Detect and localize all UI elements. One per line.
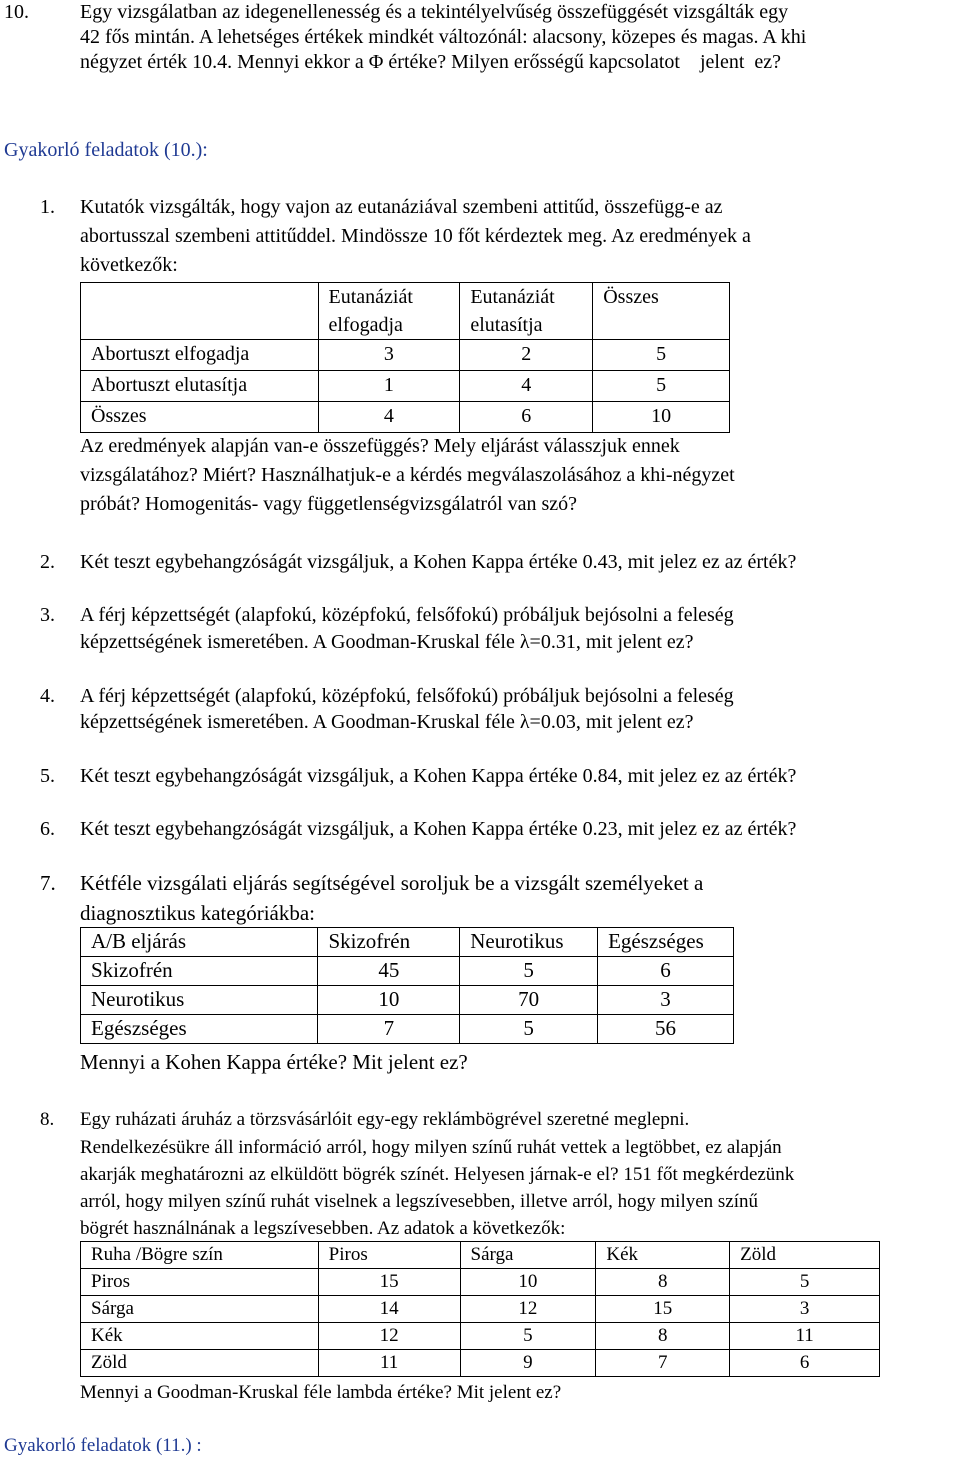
table-cell: 15 bbox=[596, 1296, 730, 1323]
table-header-cell: Piros bbox=[318, 1242, 460, 1269]
ex3-number: 3. bbox=[40, 604, 55, 626]
ex1-line-3: következők: bbox=[80, 254, 178, 276]
table-cell: 5 bbox=[460, 1323, 596, 1350]
table-cell: 9 bbox=[460, 1350, 596, 1377]
table-row bbox=[81, 371, 730, 402]
table-cell: 5 bbox=[460, 1015, 598, 1044]
table-cell: 5 bbox=[593, 371, 730, 402]
table-row bbox=[81, 402, 730, 433]
table-cell: 7 bbox=[318, 1015, 460, 1044]
table-header-cell bbox=[318, 283, 460, 340]
ex1-after-3: próbát? Homogenitás- vagy függetlenségvizsgálatról van szó? bbox=[80, 493, 578, 515]
table-cell: 10 bbox=[318, 986, 460, 1015]
table-header-row bbox=[81, 1242, 880, 1269]
table-cell: 3 bbox=[318, 340, 460, 371]
ex7-question: Mennyi a Kohen Kappa értéke? Mit jelent ez? bbox=[80, 1050, 468, 1074]
ex8-line-5: bögrét használnának a legszívesebben. Az adatok a következők: bbox=[80, 1218, 566, 1239]
table-cell: 4 bbox=[318, 402, 460, 433]
ex1-after-2: vizsgálatához? Miért? Használhatjuk-e a kérdés megválaszolásához a khi-négyzet bbox=[80, 464, 735, 486]
ex2-number: 2. bbox=[40, 551, 55, 573]
item-10-line-2: 42 fős mintán. A lehetséges értékek mindkét változónál: alacsony, közepes és magas. A khi bbox=[80, 26, 807, 48]
ex3-line-1: A férj képzettségét (alapfokú, középfokú, felsőfokú) próbáljuk bejósolni a feleség bbox=[80, 604, 734, 626]
table-header-cell: Kék bbox=[596, 1242, 730, 1269]
table-cell: Összes bbox=[81, 402, 319, 433]
ex8-number: 8. bbox=[40, 1109, 55, 1130]
table-header-cell: Zöld bbox=[730, 1242, 880, 1269]
table-row bbox=[81, 340, 730, 371]
table-cell: 11 bbox=[318, 1350, 460, 1377]
ex8-question: Mennyi a Goodman-Kruskal féle lambda értéke? Mit jelent ez? bbox=[80, 1382, 562, 1403]
item-10-line-1: Egy vizsgálatban az idegenellenesség és a tekintélyelvűség összefüggését vizsgálták egy bbox=[80, 1, 789, 23]
table-cell: 3 bbox=[598, 986, 734, 1015]
item-10-line-3: négyzet érték 10.4. Mennyi ekkor a Φ értéke? Milyen erősségű kapcsolatot jelent ez? bbox=[80, 51, 782, 73]
table-row bbox=[81, 1323, 880, 1350]
ex1-line-1: Kutatók vizsgálták, hogy vajon az eutanáziával szembeni attitűd, összefügg-e az bbox=[80, 196, 723, 218]
table-cell: 11 bbox=[730, 1323, 880, 1350]
table-header-cell bbox=[460, 283, 593, 340]
section-heading-10: Gyakorló feladatok (10.): bbox=[4, 139, 208, 161]
table-header-row bbox=[81, 283, 730, 340]
table-cell: Zöld bbox=[81, 1350, 319, 1377]
table-row bbox=[81, 957, 734, 986]
table-cell: 5 bbox=[730, 1269, 880, 1296]
table-header-cell bbox=[81, 283, 319, 340]
table-header-row bbox=[81, 928, 734, 957]
table-header-cell: A/B eljárás bbox=[81, 928, 318, 957]
table-cell: Sárga bbox=[81, 1296, 319, 1323]
ex7-number: 7. bbox=[40, 871, 56, 895]
table-cell: Abortuszt elutasítja bbox=[81, 371, 319, 402]
ex1-number: 1. bbox=[40, 196, 55, 218]
table-cell: 8 bbox=[596, 1323, 730, 1350]
ex8-line-4: arról, hogy milyen színű ruhát viselnek a legszívesebben, illetve arról, hogy milyen színű bbox=[80, 1191, 759, 1212]
ex4-line-1: A férj képzettségét (alapfokú, középfokú, felsőfokú) próbáljuk bejósolni a feleség bbox=[80, 685, 734, 707]
header-line: Eutanáziát bbox=[328, 286, 413, 308]
ex4-number: 4. bbox=[40, 685, 55, 707]
ex5-text: Két teszt egybehangzóságát vizsgáljuk, a Kohen Kappa értéke 0.84, mit jelez ez az érték? bbox=[80, 765, 797, 787]
ex1-after-1: Az eredmények alapján van-e összefüggés? Mely eljárást válasszjuk ennek bbox=[80, 435, 680, 457]
table-cell: 14 bbox=[318, 1296, 460, 1323]
table-header-cell: Egészséges bbox=[598, 928, 734, 957]
table-row bbox=[81, 1015, 734, 1044]
table-row bbox=[81, 1296, 880, 1323]
table-cell: 56 bbox=[598, 1015, 734, 1044]
table-cell: Abortuszt elfogadja bbox=[81, 340, 319, 371]
table-cell: 8 bbox=[596, 1269, 730, 1296]
table-cell: Skizofrén bbox=[81, 957, 318, 986]
header-line: elutasítja bbox=[470, 314, 543, 336]
table-cell: 10 bbox=[593, 402, 730, 433]
table-header-cell: Összes bbox=[593, 283, 730, 340]
ex7-line-2: diagnosztikus kategóriákba: bbox=[80, 901, 316, 925]
table-cell: 6 bbox=[460, 402, 593, 433]
ex4-line-2: képzettségének ismeretében. A Goodman-Kruskal féle λ=0.03, mit jelent ez? bbox=[80, 711, 694, 733]
ex8-table bbox=[80, 1241, 880, 1377]
ex7-table bbox=[80, 927, 734, 1044]
item-10-number: 10. bbox=[4, 1, 29, 23]
ex6-number: 6. bbox=[40, 818, 55, 840]
header-line: Eutanáziát bbox=[470, 286, 555, 308]
table-row bbox=[81, 1350, 880, 1377]
ex8-line-1: Egy ruházati áruház a törzsvásárlóit egy-egy reklámbögrével szeretné meglepni. bbox=[80, 1109, 690, 1130]
table-header-cell: Skizofrén bbox=[318, 928, 460, 957]
table-cell: 7 bbox=[596, 1350, 730, 1377]
table-row bbox=[81, 1269, 880, 1296]
table-cell: 2 bbox=[460, 340, 593, 371]
header-line: elfogadja bbox=[328, 314, 403, 336]
table-cell: 10 bbox=[460, 1269, 596, 1296]
table-cell: 12 bbox=[318, 1323, 460, 1350]
table-cell: 6 bbox=[598, 957, 734, 986]
table-cell: Neurotikus bbox=[81, 986, 318, 1015]
table-cell: 45 bbox=[318, 957, 460, 986]
table-cell: Piros bbox=[81, 1269, 319, 1296]
table-cell: 5 bbox=[593, 340, 730, 371]
ex1-table bbox=[80, 282, 730, 433]
table-cell: 6 bbox=[730, 1350, 880, 1377]
ex8-line-3: akarják meghatározni az elküldött bögrék színét. Helyesen járnak-e el? 151 főt megkérdezünk bbox=[80, 1164, 795, 1185]
table-cell: 3 bbox=[730, 1296, 880, 1323]
ex6-text: Két teszt egybehangzóságát vizsgáljuk, a Kohen Kappa értéke 0.23, mit jelez ez az érték? bbox=[80, 818, 797, 840]
table-cell: 15 bbox=[318, 1269, 460, 1296]
table-header-cell: Neurotikus bbox=[460, 928, 598, 957]
ex2-text: Két teszt egybehangzóságát vizsgáljuk, a Kohen Kappa értéke 0.43, mit jelez ez az érték? bbox=[80, 551, 797, 573]
table-cell: 12 bbox=[460, 1296, 596, 1323]
table-header-cell: Ruha /Bögre szín bbox=[81, 1242, 319, 1269]
section-heading-11: Gyakorló feladatok (11.) : bbox=[4, 1435, 202, 1456]
table-cell: Kék bbox=[81, 1323, 319, 1350]
ex7-line-1: Kétféle vizsgálati eljárás segítségével soroljuk be a vizsgált személyeket a bbox=[80, 871, 704, 895]
ex1-line-2: abortusszal szembeni attitűddel. Mindössze 10 főt kérdeztek meg. Az eredmények a bbox=[80, 225, 751, 247]
table-row bbox=[81, 986, 734, 1015]
table-cell: 4 bbox=[460, 371, 593, 402]
ex3-line-2: képzettségének ismeretében. A Goodman-Kruskal féle λ=0.31, mit jelent ez? bbox=[80, 631, 694, 653]
ex8-line-2: Rendelkezésükre áll információ arról, hogy milyen színű ruhát vettek a legtöbbet, ez alapján bbox=[80, 1137, 782, 1158]
table-cell: 5 bbox=[460, 957, 598, 986]
ex5-number: 5. bbox=[40, 765, 55, 787]
table-cell: Egészséges bbox=[81, 1015, 318, 1044]
table-cell: 70 bbox=[460, 986, 598, 1015]
table-cell: 1 bbox=[318, 371, 460, 402]
table-header-cell: Sárga bbox=[460, 1242, 596, 1269]
